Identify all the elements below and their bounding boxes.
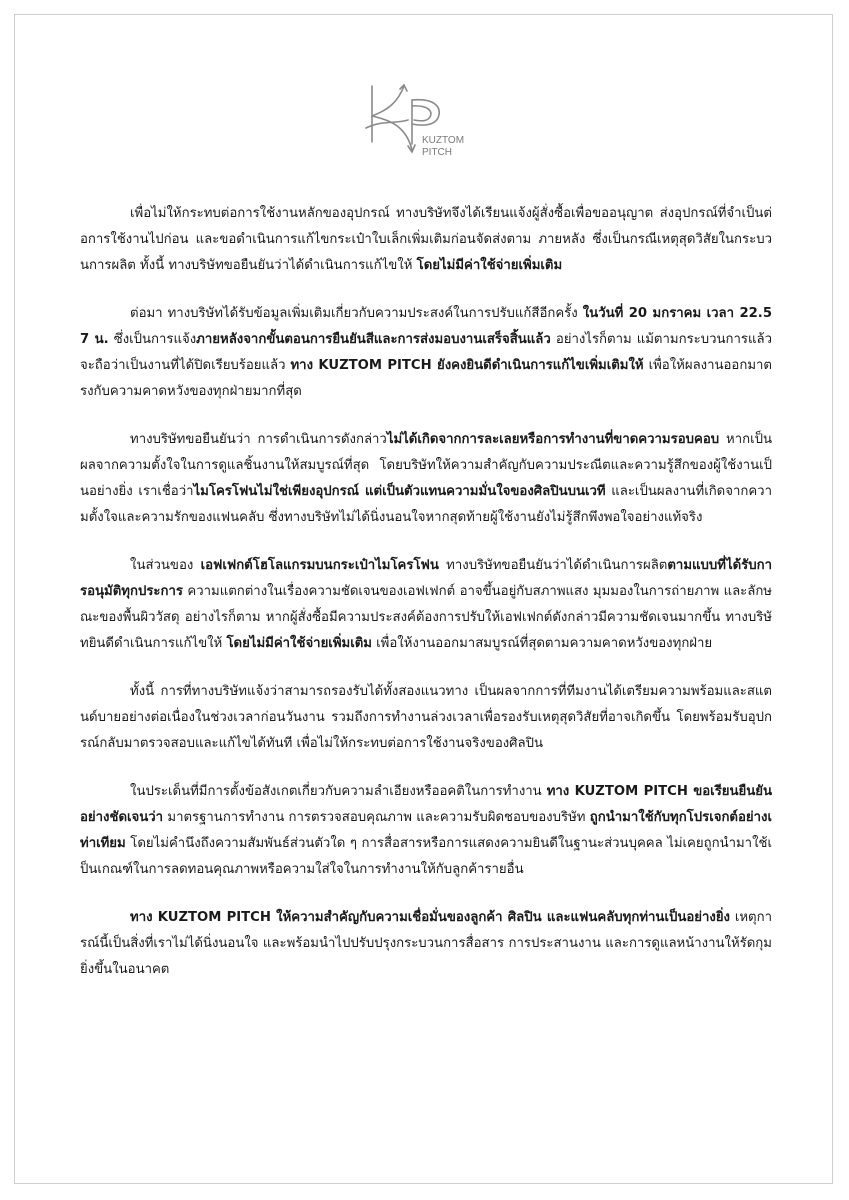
kp-monogram-icon bbox=[362, 80, 474, 160]
paragraph bbox=[80, 301, 772, 405]
text-run: เหตุการณ์นี้เป็นสิ่งที่เราไม่ได้นิ่งนอนใจ และพร้อมนำไปปรับปรุงกระบวนการสื่อสาร การประสานงาน และการดูแลหน้างานให้รัดกุมยิ่งขึ้นในอนาคต bbox=[80, 910, 772, 977]
text-run: เพื่อให้งานออกมาสมบูรณ์ที่สุดตามความคาดหวังของทุกฝ่าย bbox=[371, 636, 713, 651]
bold-text-run: ทาง KUZTOM PITCH ขอเรียนยืนยันอย่างชัดเจนว่า bbox=[80, 784, 772, 825]
text-run: เพื่อไม่ให้กระทบต่อการใช้งานหลักของอุปกรณ์ ทางบริษัทจึงได้เรียนแจ้งผู้สั่งซื้อเพื่อขออนุญาต ส่งอุปกรณ์ที่จำเป็นต่อการใช้งานไปก่อน และขอดำเนินการแก้ไขกระเป๋าใบเล็กเพิ่มเติมก่อนจัดส่งตาม ภายหลัง ซึ่งเป็นกรณีเหตุสุดวิสัยในกระบวนการผลิต ทั้งนี้ ทางบริษัทขอยืนยันว่าได้ดำเนินการแก้ไขให้ bbox=[80, 206, 772, 273]
bold-text-run: เอฟเฟกต์โฮโลแกรมบนกระเป๋าไมโครโฟน bbox=[200, 558, 439, 573]
bold-text-run: ไมโครโฟนไม่ใช่เพียงอุปกรณ์ แต่เป็นตัวแทนความมั่นใจของศิลปินบนเวที bbox=[193, 484, 606, 499]
text-run: หากเป็นผลจากความตั้งใจในการดูแลชิ้นงานให้สมบูรณ์ที่สุด โดยบริษัทให้ความสำคัญกับความประณีตและความรู้สึกของผู้ใช้งานเป็นอย่างยิ่ง เราเชื่อว่า bbox=[80, 432, 772, 499]
bold-text-run: ทาง KUZTOM PITCH ให้ความสำคัญกับความเชื่อมั่นของลูกค้า ศิลปิน และแฟนคลับทุกท่านเป็นอย่างยิ่ง bbox=[130, 910, 730, 925]
text-run: ทางบริษัทขอยืนยันว่าได้ดำเนินการผลิต bbox=[438, 558, 668, 573]
text-run: ซึ่งเป็นการแจ้ง bbox=[108, 332, 197, 347]
paragraph bbox=[80, 905, 772, 983]
bold-text-run: ถูกนำมาใช้กับทุกโปรเจกต์อย่างเท่าเทียม bbox=[80, 810, 772, 851]
paragraph bbox=[80, 427, 772, 531]
text-run: ต่อมา ทางบริษัทได้รับข้อมูลเพิ่มเติมเกี่ยวกับความประสงค์ในการปรับแก้สีอีกครั้ง bbox=[130, 306, 583, 321]
text-run: ทั้งนี้ การที่ทางบริษัทแจ้งว่าสามารถรองรับได้ทั้งสองแนวทาง เป็นผลจากการที่ทีมงานได้เตรียมความพร้อมและสแตนด์บายอย่างต่อเนื่องในช่วงเวลาก่อนวันงาน รวมถึงการทำงานล่วงเวลาเพื่อรองรับเหตุสุดวิสัยที่อาจเกิดขึ้น โดยพร้อมรับอุปกรณ์กลับมาตรวจสอบและแก้ไขได้ทันที เพื่อไม่ให้กระทบต่อการใช้งานจริงของศิลปิน bbox=[80, 684, 772, 751]
text-run: ทางบริษัทขอยืนยันว่า การดำเนินการดังกล่าว bbox=[130, 432, 387, 447]
bold-text-run: ทาง KUZTOM PITCH ยังคงยินดีดำเนินการแก้ไขเพิ่มเติมให้ bbox=[290, 358, 644, 373]
kuztom-pitch-logo bbox=[362, 80, 474, 160]
text-run: โดยไม่คำนึงถึงความสัมพันธ์ส่วนตัวใด ๆ การสื่อสารหรือการแสดงความยินดีในฐานะส่วนบุคคล ไม่เคยถูกนำมาใช้เป็นเกณฑ์ในการลดทอนคุณภาพหรือความใส่ใจในการทำงานให้กับลูกค้ารายอื่น bbox=[80, 836, 772, 877]
bold-text-run: ในวันที่ 20 มกราคม เวลา 22.57 น. bbox=[80, 306, 772, 347]
paragraph bbox=[80, 679, 772, 757]
logo-name-line1: KUZTOM bbox=[422, 135, 465, 146]
paragraph bbox=[80, 553, 772, 657]
text-run: เพื่อให้ผลงานออกมาตรงกับความคาดหวังของทุกฝ่ายมากที่สุด bbox=[80, 358, 772, 399]
text-run: มาตรฐานการทำงาน การตรวจสอบคุณภาพ และความรับผิดชอบของบริษัท bbox=[163, 810, 590, 825]
bold-text-run: ตามแบบที่ได้รับการอนุมัติทุกประการ bbox=[80, 558, 772, 599]
bold-text-run: ภายหลังจากขั้นตอนการยืนยันสีและการส่งมอบงานเสร็จสิ้นแล้ว bbox=[196, 332, 551, 347]
text-run: อย่างไรก็ตาม แม้ตามกระบวนการแล้วจะถือว่าเป็นงานที่ได้ปิดเรียบร้อยแล้ว bbox=[80, 332, 772, 373]
text-run: ในประเด็นที่มีการตั้งข้อสังเกตเกี่ยวกับความลำเอียงหรืออคติในการทำงาน bbox=[130, 784, 547, 799]
text-run: และเป็นผลงานที่เกิดจากความตั้งใจและความรักของแฟนคลับ ซึ่งทางบริษัทไม่ได้นิ่งนอนใจหากสุดท้ายผู้ใช้งานยังไม่รู้สึกพึงพอใจอย่างแท้จริง bbox=[80, 484, 772, 525]
text-run: ในส่วนของ bbox=[130, 558, 201, 573]
bold-text-run: โดยไม่มีค่าใช้จ่ายเพิ่มเติม bbox=[416, 258, 563, 273]
text-run: ความแตกต่างในเรื่องความชัดเจนของเอฟเฟกต์ อาจขึ้นอยู่กับสภาพแสง มุมมองในการถ่ายภาพ และลักษณะของพื้นผิววัสดุ อย่างไรก็ตาม หากผู้สั่งซื้อมีความประสงค์ต้องการปรับให้เอฟเฟกต์ดังกล่าวมีความชัดเจนมากขึ้น ทางบริษัทยินดีดำเนินการแก้ไขให้ bbox=[80, 584, 772, 651]
bold-text-run: ไม่ได้เกิดจากการละเลยหรือการทำงานที่ขาดความรอบคอบ bbox=[386, 432, 720, 447]
paragraph bbox=[80, 201, 772, 279]
bold-text-run: โดยไม่มีค่าใช้จ่ายเพิ่มเติม bbox=[226, 636, 372, 651]
logo-name-line2: PITCH bbox=[422, 147, 452, 158]
statement-body bbox=[80, 201, 772, 1005]
paragraph bbox=[80, 779, 772, 883]
